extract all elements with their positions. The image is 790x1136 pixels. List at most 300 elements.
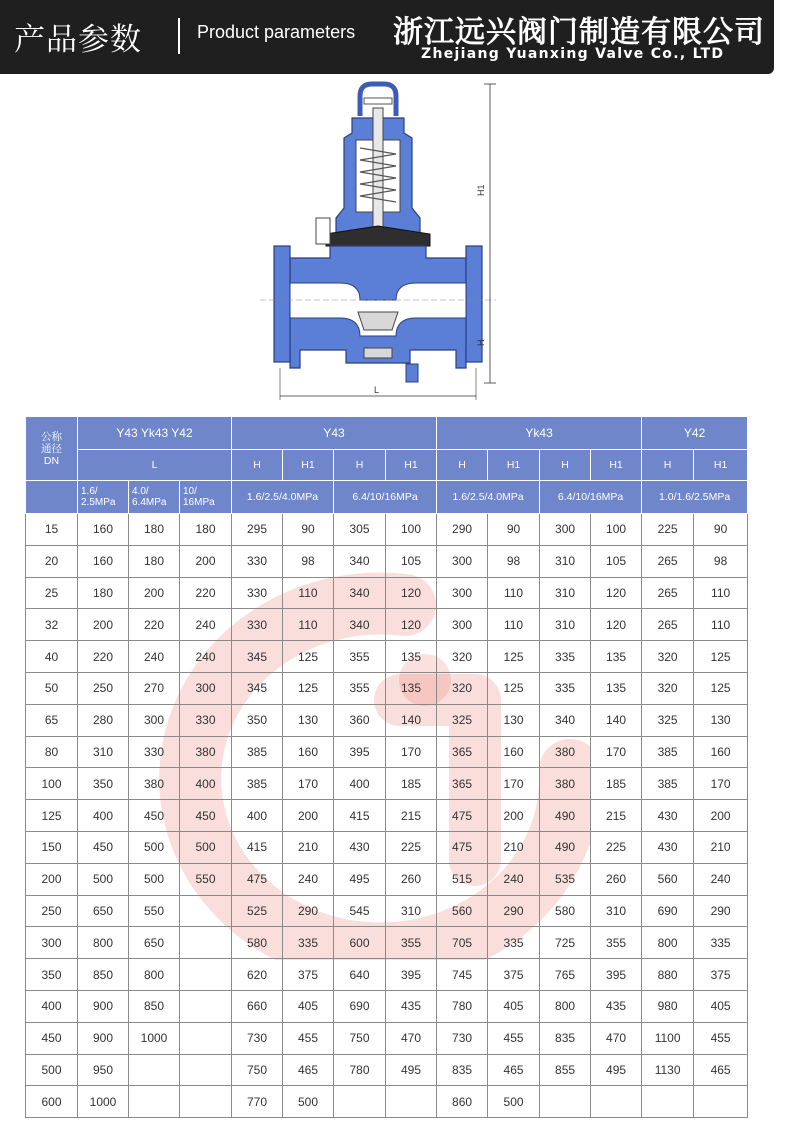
pressure-group-header: 1.0/1.6/2.5MPa bbox=[642, 481, 748, 514]
table-cell: 380 bbox=[180, 736, 232, 768]
table-row bbox=[26, 831, 748, 863]
table-cell: 135 bbox=[386, 672, 437, 704]
table-cell: 265 bbox=[642, 545, 694, 577]
table-cell: 450 bbox=[78, 831, 129, 863]
dn-header bbox=[26, 417, 78, 481]
l-pressure-line1: 10/ bbox=[183, 486, 197, 497]
table-cell: 400 bbox=[180, 768, 232, 800]
table-cell: 310 bbox=[540, 545, 591, 577]
table-cell: 120 bbox=[386, 609, 437, 641]
table-cell: 495 bbox=[591, 1054, 642, 1086]
table-cell: 800 bbox=[540, 990, 591, 1022]
table-row bbox=[26, 863, 748, 895]
table-cell: 330 bbox=[232, 577, 283, 609]
table-cell: 1100 bbox=[642, 1022, 694, 1054]
table-cell: 355 bbox=[591, 927, 642, 959]
table-row bbox=[26, 959, 748, 991]
table-cell: 335 bbox=[488, 927, 540, 959]
l-pressure-line1: 4.0/ bbox=[132, 486, 149, 497]
table-cell: 435 bbox=[386, 990, 437, 1022]
table-cell: 290 bbox=[488, 895, 540, 927]
table-cell: 860 bbox=[437, 1086, 488, 1118]
table-row bbox=[26, 577, 748, 609]
table-cell: 765 bbox=[540, 959, 591, 991]
table-row bbox=[26, 545, 748, 577]
dn-header-line3: DN bbox=[43, 454, 60, 467]
table-cell: 395 bbox=[386, 959, 437, 991]
table-cell: 1000 bbox=[78, 1086, 129, 1118]
table-cell: 120 bbox=[591, 609, 642, 641]
table-cell: 135 bbox=[591, 672, 642, 704]
table-cell: 950 bbox=[78, 1054, 129, 1086]
table-cell: 300 bbox=[540, 514, 591, 546]
table-cell: 500 bbox=[129, 863, 180, 895]
table-cell: 160 bbox=[488, 736, 540, 768]
table-cell: 225 bbox=[386, 831, 437, 863]
table-cell bbox=[180, 959, 232, 991]
table-row bbox=[26, 768, 748, 800]
dn-cell: 150 bbox=[26, 831, 78, 863]
table-cell bbox=[540, 1086, 591, 1118]
table-cell: 170 bbox=[488, 768, 540, 800]
table-cell: 310 bbox=[78, 736, 129, 768]
table-cell: 125 bbox=[488, 672, 540, 704]
table-cell: 240 bbox=[283, 863, 334, 895]
table-cell: 90 bbox=[283, 514, 334, 546]
table-row bbox=[26, 927, 748, 959]
table-cell: 650 bbox=[129, 927, 180, 959]
table-cell bbox=[180, 1022, 232, 1054]
table-cell: 330 bbox=[232, 609, 283, 641]
table-cell: 400 bbox=[232, 800, 283, 832]
table-cell: 385 bbox=[642, 736, 694, 768]
h-header: H bbox=[232, 450, 283, 481]
table-cell: 240 bbox=[694, 863, 748, 895]
table-cell: 210 bbox=[488, 831, 540, 863]
table-cell: 600 bbox=[334, 927, 386, 959]
table-cell: 880 bbox=[642, 959, 694, 991]
dn-cell: 125 bbox=[26, 800, 78, 832]
table-cell: 185 bbox=[591, 768, 642, 800]
table-cell: 225 bbox=[642, 514, 694, 546]
table-cell bbox=[386, 1086, 437, 1118]
table-cell: 375 bbox=[283, 959, 334, 991]
table-cell: 385 bbox=[232, 768, 283, 800]
table-cell: 280 bbox=[78, 704, 129, 736]
table-cell: 580 bbox=[232, 927, 283, 959]
table-cell: 515 bbox=[437, 863, 488, 895]
table-cell: 125 bbox=[694, 641, 748, 673]
table-cell bbox=[180, 927, 232, 959]
table-cell: 490 bbox=[540, 831, 591, 863]
dn-cell: 100 bbox=[26, 768, 78, 800]
pressure-group-header: 1.6/2.5/4.0MPa bbox=[232, 481, 334, 514]
table-cell: 730 bbox=[437, 1022, 488, 1054]
table-row bbox=[26, 514, 748, 546]
table-cell: 380 bbox=[129, 768, 180, 800]
table-cell: 900 bbox=[78, 990, 129, 1022]
table-cell: 745 bbox=[437, 959, 488, 991]
table-cell: 310 bbox=[540, 577, 591, 609]
table-row bbox=[26, 800, 748, 832]
table-cell: 125 bbox=[694, 672, 748, 704]
table-cell: 305 bbox=[334, 514, 386, 546]
table-cell: 780 bbox=[437, 990, 488, 1022]
table-cell: 500 bbox=[78, 863, 129, 895]
dn-cell: 600 bbox=[26, 1086, 78, 1118]
table-row bbox=[26, 1086, 748, 1118]
dn-cell: 200 bbox=[26, 863, 78, 895]
table-cell bbox=[180, 1054, 232, 1086]
table-cell bbox=[334, 1086, 386, 1118]
table-cell bbox=[694, 1086, 748, 1118]
table-row bbox=[26, 672, 748, 704]
table-cell: 110 bbox=[694, 577, 748, 609]
table-cell: 660 bbox=[232, 990, 283, 1022]
table-cell: 430 bbox=[334, 831, 386, 863]
dn-header-spacer bbox=[26, 481, 78, 514]
table-cell: 90 bbox=[694, 514, 748, 546]
table-cell: 835 bbox=[437, 1054, 488, 1086]
table-cell: 500 bbox=[488, 1086, 540, 1118]
table-cell: 465 bbox=[694, 1054, 748, 1086]
table-cell: 200 bbox=[129, 577, 180, 609]
pressure-group-header: 6.4/10/16MPa bbox=[334, 481, 437, 514]
table-row bbox=[26, 641, 748, 673]
table-cell bbox=[180, 1086, 232, 1118]
table-cell: 850 bbox=[78, 959, 129, 991]
table-cell: 125 bbox=[283, 641, 334, 673]
table-cell: 105 bbox=[386, 545, 437, 577]
table-cell: 200 bbox=[694, 800, 748, 832]
table-cell: 980 bbox=[642, 990, 694, 1022]
table-cell: 90 bbox=[488, 514, 540, 546]
table-cell: 345 bbox=[232, 672, 283, 704]
dimension-label-h: H bbox=[476, 339, 486, 346]
pressure-group-header: 1.6/2.5/4.0MPa bbox=[437, 481, 540, 514]
table-cell: 100 bbox=[591, 514, 642, 546]
table-cell: 310 bbox=[591, 895, 642, 927]
table-cell: 160 bbox=[78, 545, 129, 577]
dn-cell: 15 bbox=[26, 514, 78, 546]
table-cell: 495 bbox=[386, 1054, 437, 1086]
table-cell: 730 bbox=[232, 1022, 283, 1054]
table-cell: 110 bbox=[283, 609, 334, 641]
table-cell: 225 bbox=[591, 831, 642, 863]
table-cell: 180 bbox=[129, 545, 180, 577]
table-cell: 240 bbox=[180, 641, 232, 673]
table-cell: 340 bbox=[334, 545, 386, 577]
table-cell: 170 bbox=[283, 768, 334, 800]
table-cell: 500 bbox=[283, 1086, 334, 1118]
table-cell: 495 bbox=[334, 863, 386, 895]
table-cell: 620 bbox=[232, 959, 283, 991]
table-cell: 335 bbox=[540, 672, 591, 704]
dn-cell: 400 bbox=[26, 990, 78, 1022]
group-header-yk43: Yk43 bbox=[437, 417, 642, 450]
table-cell: 395 bbox=[334, 736, 386, 768]
table-cell: 430 bbox=[642, 800, 694, 832]
table-cell: 770 bbox=[232, 1086, 283, 1118]
h1-header: H1 bbox=[283, 450, 334, 481]
table-cell: 185 bbox=[386, 768, 437, 800]
table-cell: 355 bbox=[334, 672, 386, 704]
table-cell: 125 bbox=[488, 641, 540, 673]
h1-header: H1 bbox=[694, 450, 748, 481]
table-cell: 850 bbox=[129, 990, 180, 1022]
table-cell: 350 bbox=[78, 768, 129, 800]
l-header: L bbox=[78, 450, 232, 481]
table-cell: 215 bbox=[386, 800, 437, 832]
h1-header: H1 bbox=[488, 450, 540, 481]
table-cell: 535 bbox=[540, 863, 591, 895]
table-cell: 120 bbox=[386, 577, 437, 609]
header-banner bbox=[0, 0, 774, 74]
table-cell: 395 bbox=[591, 959, 642, 991]
table-cell: 290 bbox=[694, 895, 748, 927]
table-cell: 320 bbox=[642, 641, 694, 673]
table-row bbox=[26, 1054, 748, 1086]
table-cell: 130 bbox=[694, 704, 748, 736]
table-cell: 125 bbox=[283, 672, 334, 704]
table-cell: 500 bbox=[129, 831, 180, 863]
table-cell: 525 bbox=[232, 895, 283, 927]
table-cell: 380 bbox=[540, 736, 591, 768]
h-header: H bbox=[437, 450, 488, 481]
dn-cell: 450 bbox=[26, 1022, 78, 1054]
table-row bbox=[26, 736, 748, 768]
table-cell: 105 bbox=[591, 545, 642, 577]
table-cell: 435 bbox=[591, 990, 642, 1022]
dn-cell: 32 bbox=[26, 609, 78, 641]
table-cell: 130 bbox=[283, 704, 334, 736]
table-cell: 560 bbox=[437, 895, 488, 927]
table-cell: 475 bbox=[437, 800, 488, 832]
table-cell: 200 bbox=[283, 800, 334, 832]
table-cell: 215 bbox=[591, 800, 642, 832]
table-cell: 335 bbox=[540, 641, 591, 673]
table-cell: 430 bbox=[642, 831, 694, 863]
dn-cell: 40 bbox=[26, 641, 78, 673]
l-pressure-header bbox=[78, 481, 129, 514]
group-header-y43: Y43 bbox=[232, 417, 437, 450]
table-cell: 780 bbox=[334, 1054, 386, 1086]
table-cell: 690 bbox=[334, 990, 386, 1022]
table-cell: 335 bbox=[694, 927, 748, 959]
table-cell: 300 bbox=[180, 672, 232, 704]
table-cell: 690 bbox=[642, 895, 694, 927]
group-header-y42: Y42 bbox=[642, 417, 748, 450]
table-cell: 545 bbox=[334, 895, 386, 927]
table-cell: 340 bbox=[540, 704, 591, 736]
dn-cell: 80 bbox=[26, 736, 78, 768]
table-cell: 470 bbox=[386, 1022, 437, 1054]
table-cell bbox=[591, 1086, 642, 1118]
table-cell: 290 bbox=[437, 514, 488, 546]
dimension-label-l: L bbox=[374, 385, 380, 395]
table-cell: 640 bbox=[334, 959, 386, 991]
valve-cross-section-drawing bbox=[260, 78, 520, 408]
table-cell: 450 bbox=[129, 800, 180, 832]
dn-cell: 50 bbox=[26, 672, 78, 704]
table-cell: 325 bbox=[642, 704, 694, 736]
banner-divider bbox=[178, 18, 180, 54]
table-cell: 320 bbox=[437, 641, 488, 673]
table-cell: 160 bbox=[78, 514, 129, 546]
parameters-table-container bbox=[25, 416, 747, 1118]
table-cell: 130 bbox=[488, 704, 540, 736]
table-cell: 220 bbox=[180, 577, 232, 609]
table-cell: 200 bbox=[78, 609, 129, 641]
table-cell: 180 bbox=[78, 577, 129, 609]
table-cell: 325 bbox=[437, 704, 488, 736]
table-cell: 300 bbox=[437, 545, 488, 577]
table-cell: 360 bbox=[334, 704, 386, 736]
dn-cell: 350 bbox=[26, 959, 78, 991]
table-cell: 200 bbox=[180, 545, 232, 577]
table-cell: 140 bbox=[386, 704, 437, 736]
table-cell: 415 bbox=[334, 800, 386, 832]
pressure-group-header: 6.4/10/16MPa bbox=[540, 481, 642, 514]
banner-title-en: Product parameters bbox=[197, 22, 356, 42]
table-cell: 750 bbox=[334, 1022, 386, 1054]
table-cell: 330 bbox=[129, 736, 180, 768]
table-cell: 475 bbox=[437, 831, 488, 863]
table-cell: 405 bbox=[283, 990, 334, 1022]
table-cell bbox=[129, 1054, 180, 1086]
table-cell: 465 bbox=[488, 1054, 540, 1086]
table-cell: 380 bbox=[540, 768, 591, 800]
table-cell: 400 bbox=[78, 800, 129, 832]
table-cell: 250 bbox=[78, 672, 129, 704]
table-cell: 355 bbox=[386, 927, 437, 959]
table-cell: 355 bbox=[334, 641, 386, 673]
table-cell: 365 bbox=[437, 768, 488, 800]
dn-cell: 20 bbox=[26, 545, 78, 577]
table-cell: 330 bbox=[180, 704, 232, 736]
table-cell: 180 bbox=[180, 514, 232, 546]
table-cell: 855 bbox=[540, 1054, 591, 1086]
table-cell: 415 bbox=[232, 831, 283, 863]
table-cell: 120 bbox=[591, 577, 642, 609]
h-header: H bbox=[642, 450, 694, 481]
table-cell: 365 bbox=[437, 736, 488, 768]
table-cell: 295 bbox=[232, 514, 283, 546]
table-cell: 240 bbox=[180, 609, 232, 641]
table-cell: 1000 bbox=[129, 1022, 180, 1054]
table-cell: 345 bbox=[232, 641, 283, 673]
table-cell: 135 bbox=[386, 641, 437, 673]
l-pressure-line2: 16MPa bbox=[183, 497, 215, 508]
table-cell: 160 bbox=[283, 736, 334, 768]
table-cell: 170 bbox=[591, 736, 642, 768]
dn-header-line1: 公称 bbox=[41, 430, 62, 443]
table-cell: 100 bbox=[386, 514, 437, 546]
dn-header-line2: 通径 bbox=[41, 442, 62, 455]
table-cell: 800 bbox=[78, 927, 129, 959]
table-cell: 800 bbox=[129, 959, 180, 991]
table-cell: 900 bbox=[78, 1022, 129, 1054]
table-cell: 335 bbox=[283, 927, 334, 959]
table-cell: 220 bbox=[78, 641, 129, 673]
table-cell: 270 bbox=[129, 672, 180, 704]
table-cell: 240 bbox=[129, 641, 180, 673]
table-cell: 98 bbox=[283, 545, 334, 577]
table-cell: 455 bbox=[694, 1022, 748, 1054]
table-row bbox=[26, 895, 748, 927]
h1-header: H1 bbox=[591, 450, 642, 481]
table-cell: 200 bbox=[488, 800, 540, 832]
table-cell: 455 bbox=[283, 1022, 334, 1054]
table-row bbox=[26, 990, 748, 1022]
table-cell: 135 bbox=[591, 641, 642, 673]
table-cell: 550 bbox=[129, 895, 180, 927]
table-cell: 400 bbox=[334, 768, 386, 800]
table-body bbox=[26, 514, 748, 1118]
company-name-en: Zhejiang Yuanxing Valve Co., LTD bbox=[421, 46, 725, 62]
table-cell: 405 bbox=[488, 990, 540, 1022]
parameters-table bbox=[25, 416, 748, 1118]
table-cell: 210 bbox=[694, 831, 748, 863]
table-cell: 705 bbox=[437, 927, 488, 959]
table-cell: 310 bbox=[540, 609, 591, 641]
table-cell: 300 bbox=[437, 609, 488, 641]
company-name-cn: 浙江远兴阀门制造有限公司 bbox=[393, 15, 765, 50]
table-cell: 375 bbox=[488, 959, 540, 991]
table-cell: 350 bbox=[232, 704, 283, 736]
table-cell: 550 bbox=[180, 863, 232, 895]
table-cell: 405 bbox=[694, 990, 748, 1022]
table-cell: 160 bbox=[694, 736, 748, 768]
table-cell: 98 bbox=[488, 545, 540, 577]
table-cell: 110 bbox=[488, 577, 540, 609]
table-cell: 375 bbox=[694, 959, 748, 991]
table-cell: 725 bbox=[540, 927, 591, 959]
table-cell: 650 bbox=[78, 895, 129, 927]
table-cell: 170 bbox=[694, 768, 748, 800]
table-cell: 180 bbox=[129, 514, 180, 546]
table-cell: 800 bbox=[642, 927, 694, 959]
table-cell: 450 bbox=[180, 800, 232, 832]
table-cell: 98 bbox=[694, 545, 748, 577]
table-cell: 330 bbox=[232, 545, 283, 577]
table-cell: 290 bbox=[283, 895, 334, 927]
table-cell: 455 bbox=[488, 1022, 540, 1054]
group-header-l: Y43 Yk43 Y42 bbox=[78, 417, 232, 450]
l-pressure-line2: 2.5MPa bbox=[81, 497, 116, 508]
table-cell bbox=[180, 895, 232, 927]
table-cell: 260 bbox=[591, 863, 642, 895]
table-cell: 385 bbox=[232, 736, 283, 768]
table-cell: 300 bbox=[437, 577, 488, 609]
table-cell: 1130 bbox=[642, 1054, 694, 1086]
h-header: H bbox=[334, 450, 386, 481]
table-cell: 490 bbox=[540, 800, 591, 832]
table-cell: 260 bbox=[386, 863, 437, 895]
table-cell: 385 bbox=[642, 768, 694, 800]
table-cell: 240 bbox=[488, 863, 540, 895]
dimension-label-h1: H1 bbox=[476, 184, 486, 196]
table-cell: 750 bbox=[232, 1054, 283, 1086]
table-row bbox=[26, 609, 748, 641]
table-cell: 340 bbox=[334, 609, 386, 641]
table-cell: 220 bbox=[129, 609, 180, 641]
table-cell: 320 bbox=[642, 672, 694, 704]
l-pressure-line2: 6.4MPa bbox=[132, 497, 167, 508]
table-cell: 500 bbox=[180, 831, 232, 863]
h-header: H bbox=[540, 450, 591, 481]
table-cell: 470 bbox=[591, 1022, 642, 1054]
